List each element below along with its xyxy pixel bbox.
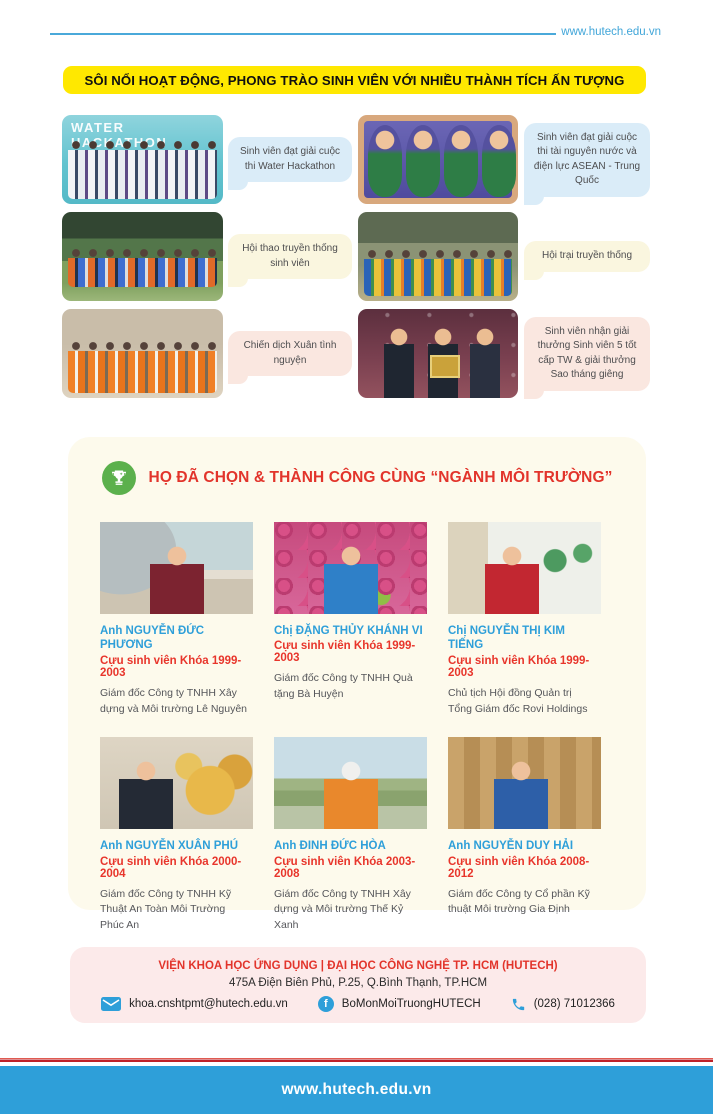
facebook-text: BoMonMoiTruongHUTECH — [341, 998, 481, 1010]
section-banner-title: SÔI NỔI HOẠT ĐỘNG, PHONG TRÀO SINH VIÊN VỚI NHIỀU THÀNH TÍCH ẤN TƯỢNG — [84, 72, 625, 88]
alumni-photo — [274, 737, 427, 829]
footer-contact-row — [70, 996, 646, 1012]
email-text: khoa.cnshtpmt@hutech.edu.vn — [129, 998, 288, 1010]
alumni-cohort: Cựu sinh viên Khóa 1999-2003 — [100, 654, 242, 679]
alumni-profile-card — [448, 737, 601, 934]
activity-caption: Sinh viên nhận giải thưởng Sinh viên 5 tốt cấp TW & giải thưởng Sao tháng giêng — [524, 317, 650, 391]
spring-volunteer-photo — [62, 309, 223, 398]
bottom-site-url[interactable]: www.hutech.edu.vn — [281, 1081, 432, 1098]
portrait-oval — [406, 125, 440, 197]
crowd-graphic — [68, 138, 216, 199]
phone-text: (028) 71012366 — [533, 998, 615, 1010]
facebook-contact[interactable] — [318, 996, 481, 1012]
person-figure — [470, 328, 500, 398]
alumni-profile-card — [100, 522, 253, 717]
sports-festival-photo — [62, 212, 223, 301]
alumni-photo — [100, 522, 253, 614]
photo-overlay-text: WATER HACKATHON — [71, 120, 168, 150]
activity-caption: Sinh viên đạt giải cuộc thi Water Hackathon — [228, 137, 352, 182]
section-banner — [63, 66, 646, 94]
certificate-graphic — [430, 355, 460, 378]
person-figure — [384, 328, 414, 398]
trophy-icon — [102, 461, 136, 495]
crowd-graphic — [364, 247, 511, 296]
activity-caption: Sinh viên đạt giải cuộc thi tài nguyên nước và điện lực ASEAN - Trung Quốc — [524, 123, 650, 197]
activities-grid — [62, 115, 650, 398]
email-contact[interactable] — [101, 997, 288, 1011]
portrait-oval — [482, 125, 516, 197]
alumni-section-header — [68, 437, 646, 495]
alumni-cohort: Cựu sinh viên Khóa 2000-2004 — [100, 855, 242, 880]
alumni-role: Chủ tịch Hội đồng Quản trị Tổng Giám đốc Rovi Holdings — [448, 686, 588, 715]
crowd-graphic — [68, 246, 216, 287]
alumni-photo — [448, 522, 601, 614]
footer-address: 475A Điện Biên Phủ, P.25, Q.Bình Thạnh, TP.HCM — [228, 977, 488, 989]
portrait-oval — [368, 125, 402, 197]
activity-caption: Hội trại truyền thống — [524, 241, 650, 272]
footer-org-line: VIỆN KHOA HỌC ỨNG DỤNG | ĐẠI HỌC CÔNG NGHỆ TP. HCM (HUTECH) — [158, 960, 558, 972]
alumni-name: Anh NGUYỄN XUÂN PHÚ — [100, 840, 239, 853]
alumni-role: Giám đốc Công ty TNHH Quà tặng Bà Huyện — [274, 672, 413, 701]
alumni-section-title: HỌ ĐÃ CHỌN & THÀNH CÔNG CÙNG “NGÀNH MÔI TRƯỜNG” — [148, 469, 613, 486]
asean-team-photo — [358, 115, 518, 204]
alumni-name: Anh ĐINH ĐỨC HÒA — [274, 840, 386, 853]
crowd-graphic — [68, 339, 216, 392]
award-ceremony-photo — [358, 309, 518, 398]
footer-contact-box — [70, 947, 646, 1023]
alumni-photo — [274, 522, 427, 614]
portrait-oval — [444, 125, 478, 197]
alumni-photo — [100, 737, 253, 829]
activities-row-2 — [62, 212, 650, 301]
alumni-profile-card — [274, 737, 427, 934]
mail-icon — [101, 997, 121, 1011]
activity-caption: Hội thao truyền thống sinh viên — [228, 234, 352, 279]
alumni-name: Chị NGUYỄN THỊ KIM TIẾNG — [448, 625, 565, 652]
alumni-role: Giám đốc Công ty TNHH Xây dựng và Môi trường Lê Nguyên — [100, 686, 248, 715]
alumni-name: Anh NGUYỄN ĐỨC PHƯƠNG — [100, 625, 205, 652]
alumni-section — [68, 437, 646, 932]
alumni-role: Giám đốc Công ty TNHH Kỹ Thuật An Toàn Môi Trường Phúc An — [100, 887, 232, 932]
alumni-cohort: Cựu sinh viên Khóa 2003-2008 — [274, 855, 416, 880]
alumni-profile-card — [100, 737, 253, 934]
alumni-name: Chị ĐẶNG THỦY KHÁNH VI — [274, 625, 423, 637]
alumni-cohort: Cựu sinh viên Khóa 1999-2003 — [448, 654, 590, 679]
facebook-icon: f — [318, 996, 334, 1012]
alumni-cohort: Cựu sinh viên Khóa 2008-2012 — [448, 855, 590, 880]
alumni-photo — [448, 737, 601, 829]
bottom-site-bar — [0, 1066, 713, 1114]
camp-photo — [358, 212, 518, 301]
alumni-role: Giám đốc Công ty TNHH Xây dựng và Môi trường Thế Kỷ Xanh — [274, 887, 411, 932]
header-site-url[interactable]: www.hutech.edu.vn — [561, 26, 661, 38]
alumni-profile-card — [274, 522, 427, 717]
alumni-profile-card — [448, 522, 601, 717]
bottom-red-rule — [0, 1058, 713, 1062]
header-rule — [50, 33, 556, 35]
alumni-role: Giám đốc Công ty Cổ phần Kỹ thuật Môi trường Gia Định — [448, 887, 590, 916]
phone-contact[interactable] — [511, 997, 615, 1012]
alumni-cohort: Cựu sinh viên Khóa 1999-2003 — [274, 640, 416, 665]
activities-row-1 — [62, 115, 650, 204]
water-hackathon-photo — [62, 115, 223, 204]
alumni-profiles-grid — [68, 495, 646, 934]
activities-row-3 — [62, 309, 650, 398]
alumni-name: Anh NGUYỄN DUY HẢI — [448, 840, 574, 853]
activity-caption: Chiến dịch Xuân tình nguyện — [228, 331, 352, 376]
phone-icon — [511, 997, 526, 1012]
